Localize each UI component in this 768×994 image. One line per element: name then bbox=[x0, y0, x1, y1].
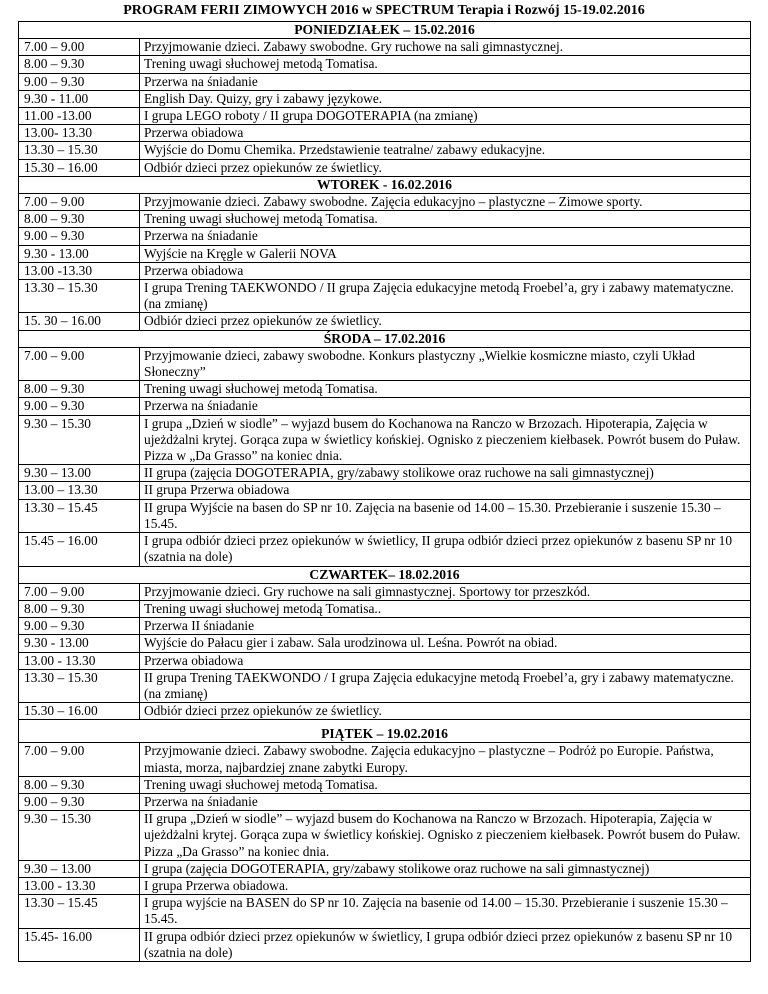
table-row bbox=[19, 533, 751, 566]
table-row bbox=[19, 381, 751, 398]
table-row bbox=[19, 703, 751, 720]
table-row bbox=[19, 159, 751, 176]
table-row bbox=[19, 108, 751, 125]
activity-cell: Wyjście do Pałacu gier i zabaw. Sala urodzinowa ul. Leśna. Powrót na obiad. bbox=[140, 635, 751, 652]
table-row bbox=[19, 482, 751, 499]
time-cell: 8.00 – 9.30 bbox=[19, 381, 140, 398]
table-row bbox=[19, 194, 751, 211]
time-cell: 7.00 – 9.00 bbox=[19, 39, 140, 56]
page-title: PROGRAM FERII ZIMOWYCH 2016 w SPECTRUM Terapia i Rozwój 15-19.02.2016 bbox=[123, 3, 645, 18]
time-cell: 9.00 – 9.30 bbox=[19, 398, 140, 415]
activity-cell: Przerwa na śniadanie bbox=[140, 228, 751, 245]
table-row bbox=[19, 245, 751, 262]
activity-cell: II grupa odbiór dzieci przez opiekunów w świetlicy, I grupa odbiór dzieci przez opiekunów z basenu SP nr 10 (szatnia na dole) bbox=[140, 928, 751, 961]
day-heading: PIĄTEK – 19.02.2016 bbox=[19, 720, 751, 743]
time-cell: 13.00 -13.30 bbox=[19, 262, 140, 279]
time-cell: 13.30 – 15.30 bbox=[19, 280, 140, 313]
day-heading-row bbox=[19, 330, 751, 347]
activity-cell: II grupa Przerwa obiadowa bbox=[140, 482, 751, 499]
time-cell: 9.30 – 15.30 bbox=[19, 811, 140, 861]
time-cell: 7.00 – 9.00 bbox=[19, 194, 140, 211]
time-cell: 15.30 – 16.00 bbox=[19, 159, 140, 176]
activity-cell: Przyjmowanie dzieci. Zabawy swobodne. Zajęcia edukacyjno – plastyczne – Podróż po Europie. Państwa, miasta, morza, najbardziej znane zabytki Europy. bbox=[140, 743, 751, 776]
activity-cell: Wyjście na Kręgle w Galerii NOVA bbox=[140, 245, 751, 262]
time-cell: 13.30 – 15.45 bbox=[19, 499, 140, 532]
activity-cell: Przerwa obiadowa bbox=[140, 262, 751, 279]
activity-cell: II grupa Trening TAEKWONDO / I grupa Zajęcia edukacyjne metodą Froebel’a, gry i zabawy matematyczne. (na zmianę) bbox=[140, 669, 751, 702]
schedule-body bbox=[19, 22, 751, 962]
activity-cell: I grupa Trening TAEKWONDO / II grupa Zajęcia edukacyjne metodą Froebel’a, gry i zabawy matematyczne. (na zmianę) bbox=[140, 280, 751, 313]
time-cell: 9.00 – 9.30 bbox=[19, 793, 140, 810]
table-row bbox=[19, 583, 751, 600]
activity-cell: Odbiór dzieci przez opiekunów ze świetlicy. bbox=[140, 313, 751, 330]
day-heading-row bbox=[19, 22, 751, 39]
activity-cell: Trening uwagi słuchowej metodą Tomatisa. bbox=[140, 381, 751, 398]
time-cell: 9.30 - 13.00 bbox=[19, 245, 140, 262]
time-cell: 13.00 - 13.30 bbox=[19, 652, 140, 669]
activity-cell: I grupa Przerwa obiadowa. bbox=[140, 877, 751, 894]
table-row bbox=[19, 499, 751, 532]
activity-cell: II grupa Wyjście na basen do SP nr 10. Zajęcia na basenie od 14.00 – 15.30. Przebieranie i suszenie 15.30 – 15.45. bbox=[140, 499, 751, 532]
schedule-table bbox=[18, 21, 751, 962]
activity-cell: I grupa odbiór dzieci przez opiekunów w świetlicy, II grupa odbiór dzieci przez opiekunów z basenu SP nr 10 (szatnia na dole) bbox=[140, 533, 751, 566]
table-row bbox=[19, 600, 751, 617]
time-cell: 9.30 - 11.00 bbox=[19, 90, 140, 107]
time-cell: 15.30 – 16.00 bbox=[19, 703, 140, 720]
time-cell: 15.45- 16.00 bbox=[19, 928, 140, 961]
time-cell: 9.30 – 13.00 bbox=[19, 465, 140, 482]
time-cell: 9.00 – 9.30 bbox=[19, 618, 140, 635]
activity-cell: II grupa „Dzień w siodle” – wyjazd busem do Kochanowa na Ranczo w Brzozach. Hipoterapia, Zajęcia w ujeżdżalni krytej. Gorąca zupa w świetlicy końskiej. Ognisko z pieczeniem kiełbasek. Powrót busem do Puław. Pizza „Da Grasso” na koniec dnia. bbox=[140, 811, 751, 861]
day-heading-row bbox=[19, 720, 751, 743]
table-row bbox=[19, 73, 751, 90]
table-row bbox=[19, 895, 751, 928]
activity-cell: Przerwa obiadowa bbox=[140, 125, 751, 142]
time-cell: 15. 30 – 16.00 bbox=[19, 313, 140, 330]
activity-cell: Przyjmowanie dzieci. Gry ruchowe na sali gimnastycznej. Sportowy tor przeszkód. bbox=[140, 583, 751, 600]
time-cell: 7.00 – 9.00 bbox=[19, 583, 140, 600]
activity-cell: Przerwa na śniadanie bbox=[140, 73, 751, 90]
table-row bbox=[19, 39, 751, 56]
day-heading: WTOREK - 16.02.2016 bbox=[19, 176, 751, 193]
activity-cell: Przyjmowanie dzieci. Zabawy swobodne. Zajęcia edukacyjno – plastyczne – Zimowe sporty. bbox=[140, 194, 751, 211]
activity-cell: Odbiór dzieci przez opiekunów ze świetlicy. bbox=[140, 703, 751, 720]
table-row bbox=[19, 56, 751, 73]
table-row bbox=[19, 211, 751, 228]
day-heading: CZWARTEK– 18.02.2016 bbox=[19, 566, 751, 583]
table-row bbox=[19, 228, 751, 245]
activity-cell: Wyjście do Domu Chemika. Przedstawienie teatralne/ zabawy edukacyjne. bbox=[140, 142, 751, 159]
time-cell: 8.00 – 9.30 bbox=[19, 56, 140, 73]
table-row bbox=[19, 415, 751, 465]
day-heading: PONIEDZIAŁEK – 15.02.2016 bbox=[19, 22, 751, 39]
table-row bbox=[19, 125, 751, 142]
day-heading-row bbox=[19, 566, 751, 583]
time-cell: 13.00 - 13.30 bbox=[19, 877, 140, 894]
activity-cell: Odbiór dzieci przez opiekunów ze świetlicy. bbox=[140, 159, 751, 176]
table-row bbox=[19, 465, 751, 482]
table-row bbox=[19, 618, 751, 635]
activity-cell: I grupa LEGO roboty / II grupa DOGOTERAPIA (na zmianę) bbox=[140, 108, 751, 125]
time-cell: 11.00 -13.00 bbox=[19, 108, 140, 125]
time-cell: 8.00 – 9.30 bbox=[19, 776, 140, 793]
table-row bbox=[19, 142, 751, 159]
time-cell: 9.30 – 13.00 bbox=[19, 860, 140, 877]
table-row bbox=[19, 398, 751, 415]
activity-cell: Przerwa na śniadanie bbox=[140, 398, 751, 415]
activity-cell: I grupa (zajęcia DOGOTERAPIA, gry/zabawy stolikowe oraz ruchowe na sali gimnastycznej) bbox=[140, 860, 751, 877]
time-cell: 7.00 – 9.00 bbox=[19, 347, 140, 380]
time-cell: 9.30 - 13.00 bbox=[19, 635, 140, 652]
table-row bbox=[19, 313, 751, 330]
time-cell: 13.30 – 15.30 bbox=[19, 142, 140, 159]
table-row bbox=[19, 669, 751, 702]
activity-cell: English Day. Quizy, gry i zabawy językowe. bbox=[140, 90, 751, 107]
time-cell: 9.00 – 9.30 bbox=[19, 228, 140, 245]
table-row bbox=[19, 652, 751, 669]
table-row bbox=[19, 90, 751, 107]
activity-cell: Przyjmowanie dzieci. Zabawy swobodne. Gry ruchowe na sali gimnastycznej. bbox=[140, 39, 751, 56]
activity-cell: Przerwa II śniadanie bbox=[140, 618, 751, 635]
activity-cell: Trening uwagi słuchowej metodą Tomatisa.. bbox=[140, 600, 751, 617]
table-row bbox=[19, 635, 751, 652]
day-heading-row bbox=[19, 176, 751, 193]
activity-cell: II grupa (zajęcia DOGOTERAPIA, gry/zabawy stolikowe oraz ruchowe na sali gimnastycznej) bbox=[140, 465, 751, 482]
table-row bbox=[19, 280, 751, 313]
activity-cell: Trening uwagi słuchowej metodą Tomatisa. bbox=[140, 56, 751, 73]
activity-cell: I grupa „Dzień w siodle” – wyjazd busem do Kochanowa na Ranczo w Brzozach. Hipoterapia, Zajęcia w ujeżdżalni krytej. Gorąca zupa w świetlicy końskiej. Ognisko z pieczeniem kiełbasek. Powrót busem do Puław. Pizza w „Da Grasso” na koniec dnia. bbox=[140, 415, 751, 465]
table-row bbox=[19, 811, 751, 861]
table-row bbox=[19, 776, 751, 793]
table-row bbox=[19, 793, 751, 810]
time-cell: 8.00 – 9.30 bbox=[19, 211, 140, 228]
activity-cell: Trening uwagi słuchowej metodą Tomatisa. bbox=[140, 211, 751, 228]
activity-cell: Przerwa na śniadanie bbox=[140, 793, 751, 810]
table-row bbox=[19, 928, 751, 961]
time-cell: 13.00- 13.30 bbox=[19, 125, 140, 142]
time-cell: 13.30 – 15.45 bbox=[19, 895, 140, 928]
activity-cell: I grupa wyjście na BASEN do SP nr 10. Zajęcia na basenie od 14.00 – 15.30. Przebieranie i suszenie 15.30 – 15.45. bbox=[140, 895, 751, 928]
time-cell: 13.00 – 13.30 bbox=[19, 482, 140, 499]
time-cell: 15.45 – 16.00 bbox=[19, 533, 140, 566]
activity-cell: Trening uwagi słuchowej metodą Tomatisa. bbox=[140, 776, 751, 793]
activity-cell: Przyjmowanie dzieci, zabawy swobodne. Konkurs plastyczny „Wielkie kosmiczne miasto, czyli Układ Słoneczny” bbox=[140, 347, 751, 380]
table-row bbox=[19, 877, 751, 894]
table-row bbox=[19, 347, 751, 380]
table-row bbox=[19, 743, 751, 776]
table-row bbox=[19, 262, 751, 279]
activity-cell: Przerwa obiadowa bbox=[140, 652, 751, 669]
day-heading: ŚRODA – 17.02.2016 bbox=[19, 330, 751, 347]
time-cell: 13.30 – 15.30 bbox=[19, 669, 140, 702]
time-cell: 9.00 – 9.30 bbox=[19, 73, 140, 90]
time-cell: 8.00 – 9.30 bbox=[19, 600, 140, 617]
time-cell: 7.00 – 9.00 bbox=[19, 743, 140, 776]
time-cell: 9.30 – 15.30 bbox=[19, 415, 140, 465]
table-row bbox=[19, 860, 751, 877]
